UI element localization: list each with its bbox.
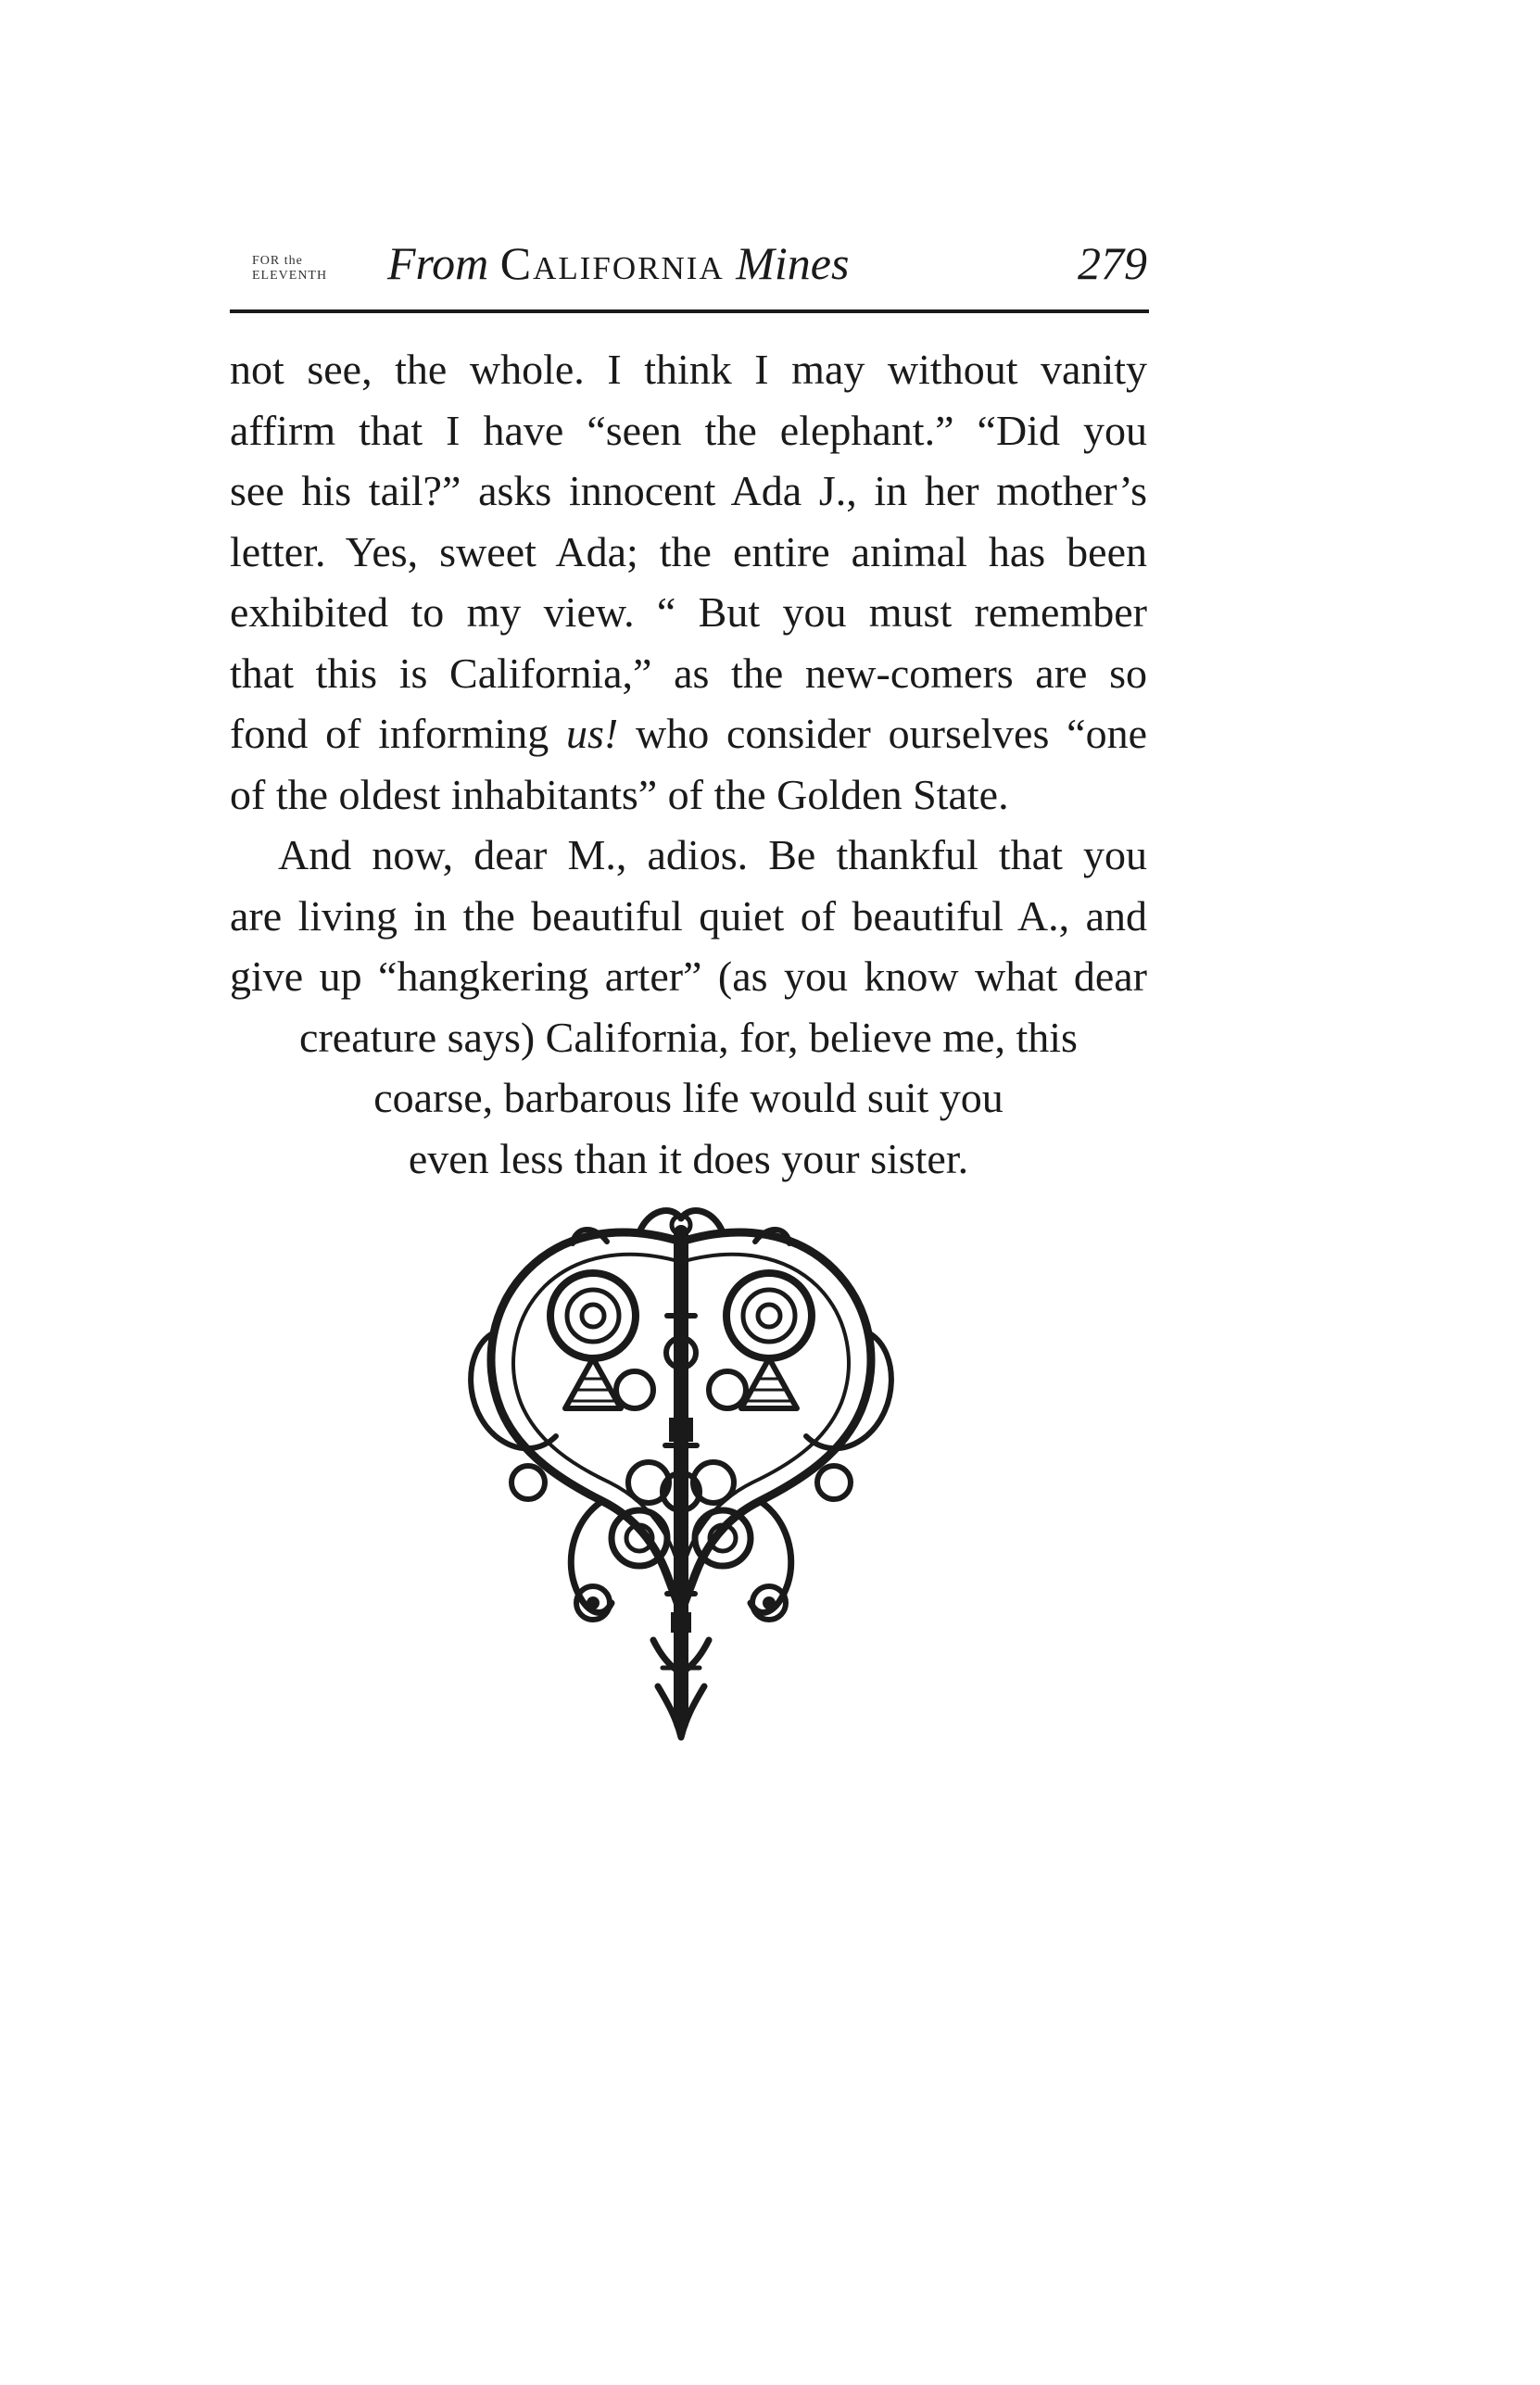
text-line-centered: even less than it does your sister. — [408, 1134, 969, 1182]
title-california: California — [499, 237, 725, 289]
text-line: letter. Yes, sweet Ada; the entire animal has been — [230, 527, 1147, 575]
text-line: that this is California,” as the new-comers are so — [230, 649, 1147, 697]
emphasis-us: us! — [565, 710, 619, 757]
running-head-side-note — [252, 254, 354, 284]
title-from: From — [387, 237, 500, 289]
text-line-centered: coarse, barbarous life would suit you — [373, 1074, 1004, 1121]
ornamental-tailpiece-icon — [454, 1205, 908, 1751]
text-line — [230, 703, 1147, 764]
page-number: 279 — [1078, 237, 1147, 289]
text-line: not see, the whole. I think I may without vanity — [230, 346, 1147, 393]
side-note-line: FOR the — [252, 254, 303, 268]
text-line: affirm that I have “seen the elephant.” “Did you — [230, 406, 1147, 454]
text-segment: who consider ourselves “one — [618, 710, 1147, 757]
text-line: give up “hangkering arter” (as you know what dear — [230, 953, 1147, 1000]
text-line: are living in the beautiful quiet of beautiful A., and — [230, 891, 1147, 940]
side-note-line: ELEVENTH — [252, 269, 328, 283]
running-head-title — [387, 235, 849, 291]
text-segment: fond of informing — [230, 710, 566, 757]
text-line: see his tail?” asks innocent Ada J., in her mother’s — [230, 467, 1147, 514]
text-line: of the oldest inhabitants” of the Golden State. — [230, 770, 1009, 818]
running-head — [230, 235, 1147, 309]
header-rule — [230, 309, 1149, 313]
title-mines: Mines — [724, 237, 850, 289]
body-text — [230, 339, 1147, 1189]
text-line-centered: creature says) California, for, believe me, this — [299, 1013, 1078, 1061]
text-line: exhibited to my view. “ But you must remember — [230, 588, 1147, 636]
text-line: And now, dear M., adios. Be thankful that you — [278, 831, 1147, 878]
